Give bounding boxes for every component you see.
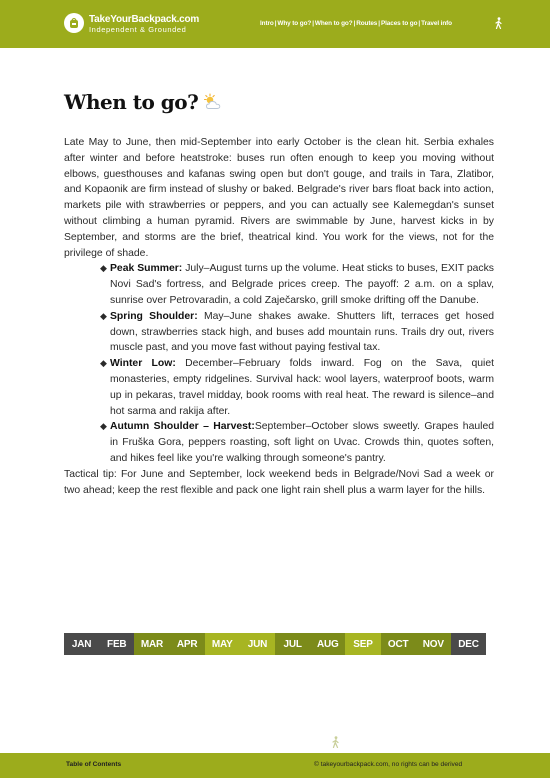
- month-aug: AUG: [310, 633, 345, 655]
- brand-tagline: Independent & Grounded: [89, 25, 187, 34]
- month-jan: JAN: [64, 633, 99, 655]
- season-text: July–August turns up the volume. Heat sticks to buses, EXIT packs Novi Sad's fortress, and Belgrade prices creep. The payoff: 2 a.m. on a splav, sunrise over Petrovaradin, a cold Zaječarsko, grill smoke drifting off the Danube.: [110, 263, 494, 306]
- season-label: Winter Low:: [110, 358, 176, 370]
- month-jun: JUN: [240, 633, 275, 655]
- month-mar: MAR: [134, 633, 169, 655]
- diamond-bullet-icon: ◆: [100, 263, 107, 274]
- season-list: [64, 261, 494, 466]
- page-title: [64, 90, 223, 114]
- page-header: [0, 0, 550, 48]
- diamond-bullet-icon: ◆: [100, 421, 107, 432]
- backpack-logo-icon[interactable]: [64, 13, 84, 33]
- tactical-tip: Tactical tip: For June and September, lock weekend beds in Belgrade/Novi Sad a week or two ahead; keep the rest flexible and pack one light rain shell plus a warm layer for the hills.: [64, 468, 494, 496]
- diamond-bullet-icon: ◆: [100, 358, 107, 369]
- month-jul: JUL: [275, 633, 310, 655]
- season-text: September–October slows sweetly. Grapes hauled in Fruška Gora, peppers roasting, soft light on Uvac. Crowds thin, quotes soften, and hikes feel like you're walking through someone's pantry.: [110, 421, 494, 464]
- month-may: MAY: [205, 633, 240, 655]
- nav-travel-info[interactable]: Travel info: [421, 20, 452, 27]
- month-apr: APR: [170, 633, 205, 655]
- season-label: Spring Shoulder:: [110, 310, 198, 322]
- brand[interactable]: [89, 14, 199, 34]
- nav-intro[interactable]: Intro: [260, 20, 274, 27]
- nav-separator: |: [378, 20, 380, 27]
- diamond-bullet-icon: ◆: [100, 310, 107, 321]
- nav-separator: |: [418, 20, 421, 27]
- list-item: [100, 419, 494, 466]
- table-of-contents-link[interactable]: Table of Contents: [66, 761, 122, 768]
- copyright-notice: © takeyourbackpack.com, no rights can be derived: [314, 761, 463, 768]
- main-content: [64, 135, 494, 498]
- top-nav: [260, 20, 452, 27]
- list-item: [100, 356, 494, 419]
- nav-when-to-go[interactable]: When to go?: [314, 20, 353, 27]
- season-label: Peak Summer:: [110, 263, 183, 275]
- month-dec: DEC: [451, 633, 486, 655]
- list-item: [100, 309, 494, 356]
- nav-separator: |: [274, 20, 277, 27]
- page-title-text: When to go?: [64, 90, 199, 114]
- month-nov: NOV: [416, 633, 451, 655]
- season-text: May–June shakes awake. Shutters lift, terraces get hosed down, strawberries stack high, and buses add mountain runs. Trails dry out, rivers muscle past, and you move fast without paying festival tax.: [110, 310, 494, 354]
- month-sep: SEP: [345, 633, 380, 655]
- month-oct: OCT: [381, 633, 416, 655]
- nav-routes[interactable]: Routes: [356, 20, 378, 27]
- nav-why-to-go[interactable]: Why to go?: [277, 20, 312, 27]
- nav-places-to-go[interactable]: Places to go: [380, 20, 418, 27]
- nav-separator: |: [312, 20, 314, 27]
- season-label: Autumn Shoulder – Harvest:: [110, 421, 255, 433]
- season-text: December–February folds inward. Fog on the Sava, quiet monasteries, empty ridgelines. Survival hack: wool layers, waterproof boots, warm up in pekaras, travel midday, book rooms with real heat. The reward is silence–and hot sarma and rakija after.: [110, 358, 494, 417]
- brand-name: TakeYourBackpack.com: [89, 14, 200, 25]
- sun-behind-cloud-icon: [203, 93, 223, 111]
- list-item: [100, 261, 494, 308]
- month-feb: FEB: [99, 633, 134, 655]
- intro-paragraph: Late May to June, then mid-September into early October is the clean hit. Serbia exhales after winter and before heatstroke: buses run often enough to keep you moving without elbows, guesthouses and kafanas swing open but don't gouge, and trails in Tara, Zlatibor, and Kopaonik are firm instead of slushy or baked. Belgrade's river bars float back into action, markets pile with strawberries or peppers, and you can actually see Kalemegdan's sunset without climbing a human pyramid. Rivers are swimmable by June, harvest kicks in by September, and storms are the brief, theatrical kind. You work for the views, not for the privilege of shade.: [64, 137, 494, 259]
- hiker-icon: [494, 17, 504, 29]
- month-season-bar: [64, 633, 486, 655]
- hiker-icon: [331, 736, 341, 748]
- nav-separator: |: [353, 20, 356, 27]
- page-footer: [0, 753, 550, 778]
